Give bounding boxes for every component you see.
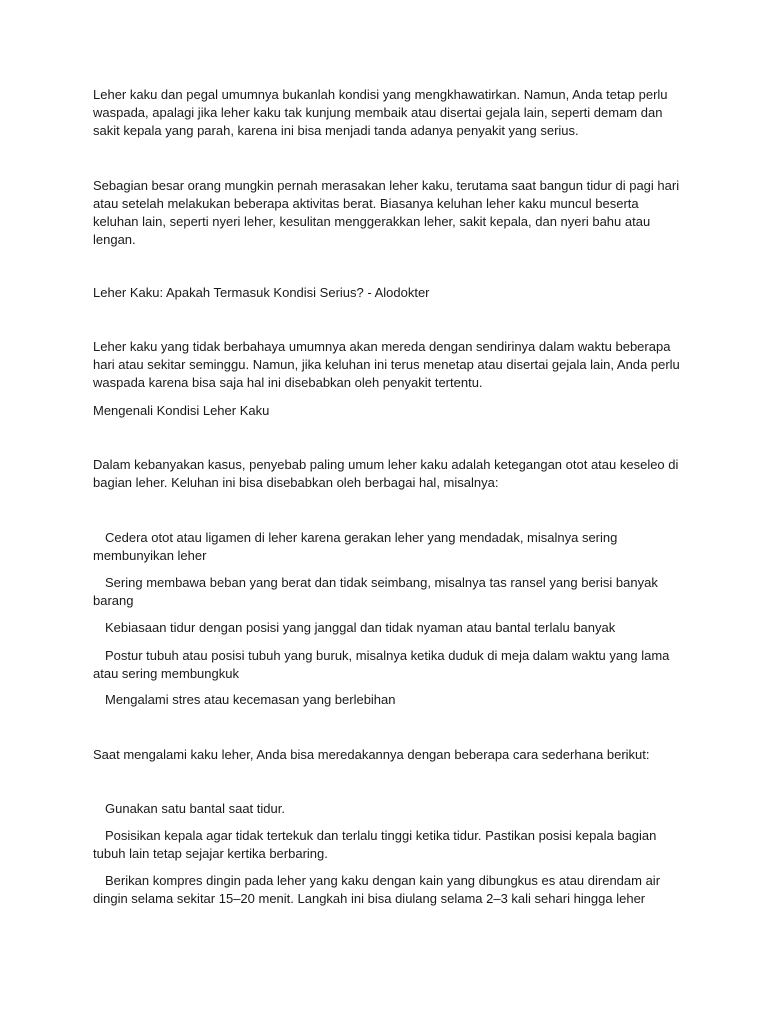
cause-item-posture: Postur tubuh atau posisi tubuh yang buruk, misalnya ketika duduk di meja dalam waktu yang lama atau sering membungkuk	[93, 648, 670, 681]
cause-item-injury: Cedera otot atau ligamen di leher karena gerakan leher yang mendadak, misalnya sering membunyikan leher	[93, 530, 618, 563]
causes-intro-paragraph: Dalam kebanyakan kasus, penyebab paling umum leher kaku adalah ketegangan otot atau keseleo di bagian leher. Keluhan ini bisa disebabkan oleh berbagai hal, misalnya:	[93, 457, 679, 490]
duration-paragraph: Leher kaku yang tidak berbahaya umumnya akan mereda dengan sendirinya dalam waktu beberapa hari atau sekitar seminggu. Namun, jika keluhan ini terus menetap atau disertai gejala lain, Anda perlu waspada karena bisa saja hal ini disebabkan oleh penyakit tertentu.	[93, 339, 680, 390]
section-heading: Mengenali Kondisi Leher Kaku	[93, 403, 270, 418]
symptoms-paragraph: Sebagian besar orang mungkin pernah merasakan leher kaku, terutama saat bangun tidur di pagi hari atau setelah melakukan beberapa aktivitas berat. Biasanya keluhan leher kaku muncul beserta keluhan lain, seperti nyeri leher, kesulitan menggerakkan leher, sakit kepala, dan nyeri bahu atau lengan.	[93, 178, 680, 247]
remedy-item-head-position: Posisikan kepala agar tidak tertekuk dan terlalu tinggi ketika tidur. Pastikan posisi kepala bagian tubuh lain tetap sejajar kertika berbaring.	[93, 828, 657, 861]
cause-item-heavy-load: Sering membawa beban yang berat dan tidak seimbang, misalnya tas ransel yang berisi banyak barang	[93, 575, 658, 608]
remedy-item-cold-compress: Berikan kompres dingin pada leher yang kaku dengan kain yang dibungkus es atau direndam air dingin selama sekitar 15–20 menit. Langkah ini bisa diulang selama 2–3 kali sehari hingga leher	[93, 873, 661, 906]
remedies-intro-paragraph: Saat mengalami kaku leher, Anda bisa meredakannya dengan beberapa cara sederhana berikut:	[93, 747, 650, 762]
intro-paragraph: Leher kaku dan pegal umumnya bukanlah kondisi yang mengkhawatirkan. Namun, Anda tetap perlu waspada, apalagi jika leher kaku tak kunjung membaik atau disertai gejala lain, seperti demam dan sakit kepala yang parah, karena ini bisa menjadi tanda adanya penyakit yang serius.	[93, 87, 668, 138]
cause-item-sleep-position: Kebiasaan tidur dengan posisi yang janggal dan tidak nyaman atau bantal terlalu banyak	[105, 620, 616, 635]
source-title: Leher Kaku: Apakah Termasuk Kondisi Serius? - Alodokter	[93, 285, 430, 300]
remedy-item-pillow: Gunakan satu bantal saat tidur.	[105, 801, 285, 816]
cause-item-stress: Mengalami stres atau kecemasan yang berlebihan	[105, 692, 396, 707]
